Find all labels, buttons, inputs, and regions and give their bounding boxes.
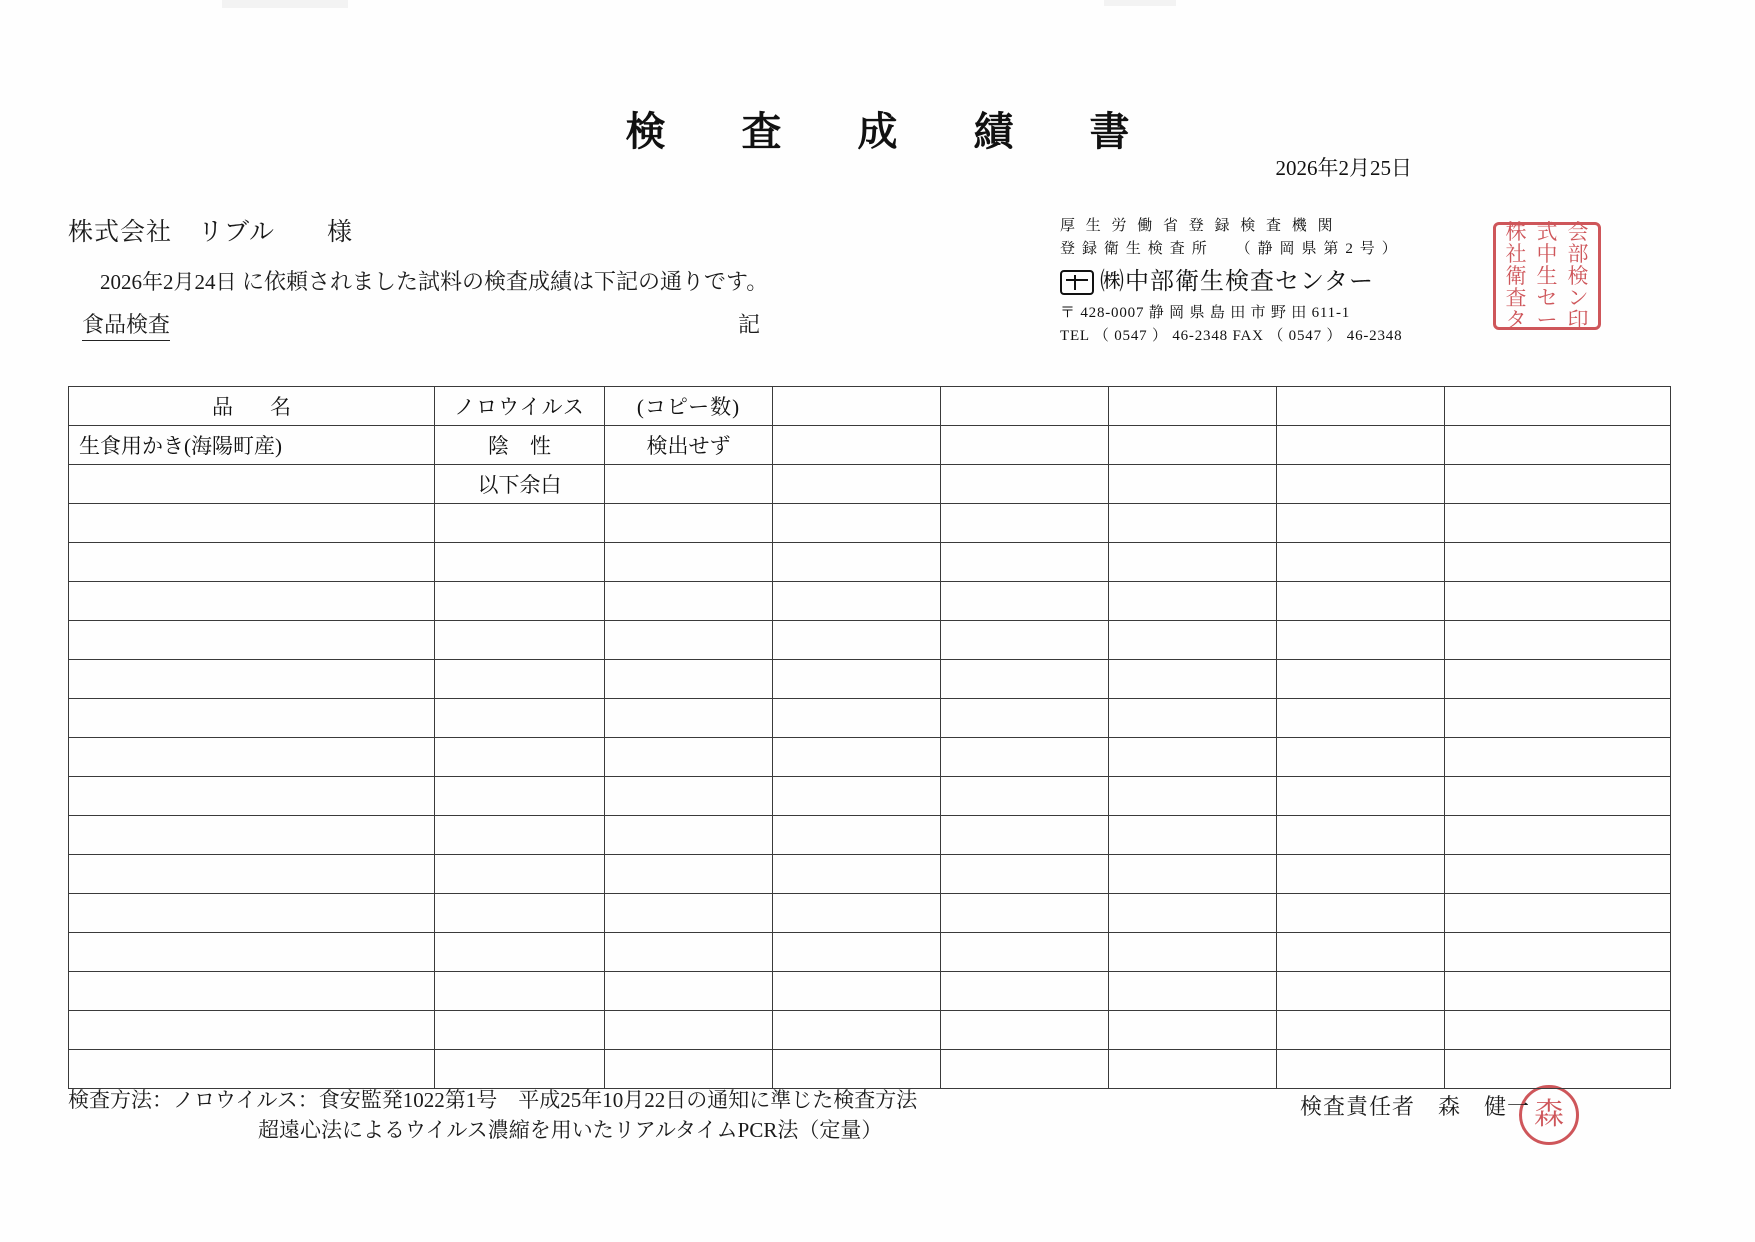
- table-row: [69, 426, 1671, 465]
- table-cell: [605, 543, 773, 582]
- table-row: [69, 1050, 1671, 1089]
- table-cell: [941, 777, 1109, 816]
- table-cell: [605, 972, 773, 1011]
- table-cell: [69, 621, 435, 660]
- table-column-header: [1109, 387, 1277, 426]
- table-row: [69, 816, 1671, 855]
- table-cell: [1277, 426, 1445, 465]
- table-cell: [1445, 1050, 1671, 1089]
- table-cell: [941, 894, 1109, 933]
- table-cell: [605, 582, 773, 621]
- table-cell: [1277, 933, 1445, 972]
- table-cell: [605, 855, 773, 894]
- table-cell: [773, 699, 941, 738]
- table-cell: [69, 1050, 435, 1089]
- table-cell: [773, 621, 941, 660]
- seal-char: 中: [1536, 241, 1558, 266]
- seal-char: 検: [1567, 263, 1589, 288]
- table-cell: [435, 933, 605, 972]
- issuer-address: 〒 428-0007 静 岡 県 島 田 市 野 田 611-1: [1060, 304, 1351, 321]
- table-cell: 以下余白: [435, 465, 605, 504]
- table-cell: [605, 933, 773, 972]
- table-cell: [605, 894, 773, 933]
- table-column-header: [941, 387, 1109, 426]
- table-cell: [69, 504, 435, 543]
- table-cell: [605, 1050, 773, 1089]
- table-cell: 陰 性: [435, 426, 605, 465]
- table-cell: [605, 465, 773, 504]
- table-column-header: (コピー数): [605, 387, 773, 426]
- table-cell: [435, 543, 605, 582]
- method-block: [68, 1085, 917, 1146]
- table-cell: [69, 894, 435, 933]
- table-cell: [435, 777, 605, 816]
- issuer-lab-line: 登 録 衛 生 検 査 所 （ 静 岡 県 第 2 号 ）: [1060, 241, 1399, 258]
- table-cell: [1445, 426, 1671, 465]
- issuer-registration-line: 厚 生 労 働 省 登 録 検 査 機 関: [1060, 218, 1337, 234]
- seal-char: ー: [1536, 308, 1558, 333]
- table-row: [69, 972, 1671, 1011]
- category-label: 食品検査: [82, 308, 170, 341]
- table-cell: [773, 1011, 941, 1050]
- table-cell: [773, 660, 941, 699]
- table-cell: [941, 699, 1109, 738]
- table-cell: [605, 816, 773, 855]
- table-cell: [773, 738, 941, 777]
- table-cell: [773, 972, 941, 1011]
- table-cell: [69, 933, 435, 972]
- table-cell: [69, 465, 435, 504]
- seal-char: 式: [1536, 219, 1558, 244]
- table-cell: [1277, 855, 1445, 894]
- seal-char: 生: [1536, 263, 1558, 288]
- table-cell: [1109, 816, 1277, 855]
- table-cell: [1109, 972, 1277, 1011]
- table-cell: [773, 777, 941, 816]
- table-cell: [69, 738, 435, 777]
- table-row: [69, 777, 1671, 816]
- table-cell: [1277, 777, 1445, 816]
- table-cell: [605, 621, 773, 660]
- seal-char: 株: [1505, 219, 1527, 244]
- table-cell: [1277, 543, 1445, 582]
- table-column-header: [1445, 387, 1671, 426]
- table-column-header: [1277, 387, 1445, 426]
- table-cell: [1109, 660, 1277, 699]
- table-row: [69, 621, 1671, 660]
- table-cell: [435, 816, 605, 855]
- table-row: [69, 894, 1671, 933]
- table-cell: [605, 777, 773, 816]
- table-cell: [605, 1011, 773, 1050]
- table-cell: [69, 855, 435, 894]
- issuer-telephone: TEL （ 0547 ） 46-2348 FAX （ 0547 ） 46-2348: [1060, 327, 1403, 344]
- table-cell: [1109, 621, 1277, 660]
- table-cell: [69, 972, 435, 1011]
- table-cell: [941, 543, 1109, 582]
- table-cell: [1445, 660, 1671, 699]
- table-cell: [69, 660, 435, 699]
- table-cell: [1109, 777, 1277, 816]
- table-cell: [1109, 933, 1277, 972]
- table-row: [69, 543, 1671, 582]
- issuer-company-name: ㈱中部衛生検査センター: [1100, 268, 1375, 295]
- seal-char: 印: [1567, 308, 1589, 333]
- request-text: に依頼されました試料の検査成績は下記の通りです。: [242, 269, 769, 294]
- request-line: [100, 265, 768, 296]
- table-row: [69, 933, 1671, 972]
- table-row: [69, 582, 1671, 621]
- table-cell: [1445, 543, 1671, 582]
- table-cell: [69, 777, 435, 816]
- table-cell: [605, 699, 773, 738]
- table-cell: [435, 699, 605, 738]
- table-cell: [1109, 426, 1277, 465]
- table-cell: [941, 1011, 1109, 1050]
- seal-char: 衛: [1505, 263, 1527, 288]
- table-cell: [1277, 699, 1445, 738]
- table-cell: [773, 1050, 941, 1089]
- table-cell: [1445, 894, 1671, 933]
- table-cell: [773, 816, 941, 855]
- table-cell: [69, 543, 435, 582]
- inspector-seal-stamp: 森: [1519, 1085, 1579, 1145]
- table-cell: [1277, 504, 1445, 543]
- table-cell: [435, 660, 605, 699]
- table-cell: [605, 660, 773, 699]
- results-table-body: [69, 426, 1671, 1089]
- table-cell: [1445, 855, 1671, 894]
- inspector-label: 検査責任者 森 健一: [1300, 1094, 1531, 1119]
- table-cell: [435, 621, 605, 660]
- seal-char: ン: [1567, 286, 1589, 311]
- table-cell: [773, 582, 941, 621]
- table-cell: [1445, 465, 1671, 504]
- table-cell: [941, 972, 1109, 1011]
- table-cell: [1277, 582, 1445, 621]
- scan-artifact: [222, 0, 348, 8]
- table-cell: 生食用かき(海陽町産): [69, 426, 435, 465]
- table-cell: [941, 504, 1109, 543]
- table-cell: [1109, 1011, 1277, 1050]
- table-cell: [435, 738, 605, 777]
- table-cell: [1109, 738, 1277, 777]
- table-cell: [605, 738, 773, 777]
- table-cell: [1277, 621, 1445, 660]
- table-cell: [1277, 816, 1445, 855]
- table-cell: [69, 582, 435, 621]
- issuer-company-row: [1060, 264, 1660, 301]
- table-cell: [1445, 582, 1671, 621]
- table-row: [69, 699, 1671, 738]
- table-cell: [773, 426, 941, 465]
- table-cell: [1445, 504, 1671, 543]
- table-cell: [1109, 504, 1277, 543]
- table-cell: [941, 1050, 1109, 1089]
- table-cell: [1445, 1011, 1671, 1050]
- table-cell: [1445, 621, 1671, 660]
- table-cell: [435, 504, 605, 543]
- table-cell: [435, 1011, 605, 1050]
- table-cell: [941, 465, 1109, 504]
- table-cell: [1109, 855, 1277, 894]
- table-cell: [773, 543, 941, 582]
- method-line-1: 検査方法：ノロウイルス：食安監発1022第1号 平成25年10月22日の通知に準じた検査方法: [68, 1088, 918, 1112]
- table-header-row: [69, 387, 1671, 426]
- table-cell: [1445, 738, 1671, 777]
- table-cell: [773, 855, 941, 894]
- seal-char: 会: [1567, 219, 1589, 244]
- table-cell: [1277, 972, 1445, 1011]
- table-cell: [435, 1050, 605, 1089]
- table-cell: 検出せず: [605, 426, 773, 465]
- issuer-block: [1060, 215, 1660, 348]
- seal-char: セ: [1536, 286, 1558, 311]
- table-cell: [1445, 699, 1671, 738]
- seal-char: 部: [1567, 241, 1589, 266]
- table-cell: [941, 426, 1109, 465]
- table-cell: [941, 738, 1109, 777]
- table-cell: [773, 465, 941, 504]
- table-column-header: [773, 387, 941, 426]
- table-cell: [1109, 543, 1277, 582]
- ki-mark: 記: [738, 312, 761, 337]
- table-cell: [1277, 738, 1445, 777]
- table-row: [69, 738, 1671, 777]
- results-table-head: [69, 387, 1671, 426]
- results-table: [68, 386, 1671, 1089]
- table-cell: [1445, 972, 1671, 1011]
- table-cell: [69, 699, 435, 738]
- table-cell: [773, 504, 941, 543]
- table-cell: [941, 582, 1109, 621]
- seal-char: 社: [1505, 241, 1527, 266]
- table-cell: [435, 855, 605, 894]
- table-row: [69, 465, 1671, 504]
- page-title: 検 査 成 績 書: [625, 109, 1148, 154]
- seal-char: タ: [1505, 308, 1527, 333]
- table-cell: [1109, 894, 1277, 933]
- table-cell: [1445, 777, 1671, 816]
- scan-artifact: [1104, 0, 1176, 6]
- table-cell: [1277, 465, 1445, 504]
- table-cell: [1109, 699, 1277, 738]
- method-line-2: 超遠心法によるウイルス濃縮を用いたリアルタイムPCR法（定量）: [258, 1118, 883, 1143]
- table-cell: [69, 1011, 435, 1050]
- table-cell: [69, 816, 435, 855]
- table-cell: [1445, 933, 1671, 972]
- table-cell: [941, 660, 1109, 699]
- table-cell: [435, 894, 605, 933]
- table-cell: [435, 972, 605, 1011]
- table-cell: [1109, 465, 1277, 504]
- table-cell: [435, 582, 605, 621]
- table-column-header: 品 名: [69, 387, 435, 426]
- table-cell: [605, 504, 773, 543]
- company-logo-icon: [1060, 270, 1094, 295]
- table-row: [69, 1011, 1671, 1050]
- table-cell: [1277, 660, 1445, 699]
- table-column-header: ノロウイルス: [435, 387, 605, 426]
- table-cell: [773, 894, 941, 933]
- table-cell: [1445, 816, 1671, 855]
- request-date: 2026年2月24日: [100, 270, 237, 294]
- issue-date: 2026年2月25日: [1275, 156, 1412, 180]
- table-cell: [941, 855, 1109, 894]
- table-cell: [941, 621, 1109, 660]
- table-row: [69, 504, 1671, 543]
- table-cell: [1277, 1050, 1445, 1089]
- table-row: [69, 855, 1671, 894]
- table-cell: [941, 816, 1109, 855]
- addressee: 株式会社 リブル 様: [68, 219, 354, 246]
- table-cell: [1109, 582, 1277, 621]
- table-cell: [1277, 1011, 1445, 1050]
- table-cell: [773, 933, 941, 972]
- seal-char: 査: [1505, 286, 1527, 311]
- table-row: [69, 660, 1671, 699]
- table-cell: [941, 933, 1109, 972]
- table-cell: [1277, 894, 1445, 933]
- table-cell: [1109, 1050, 1277, 1089]
